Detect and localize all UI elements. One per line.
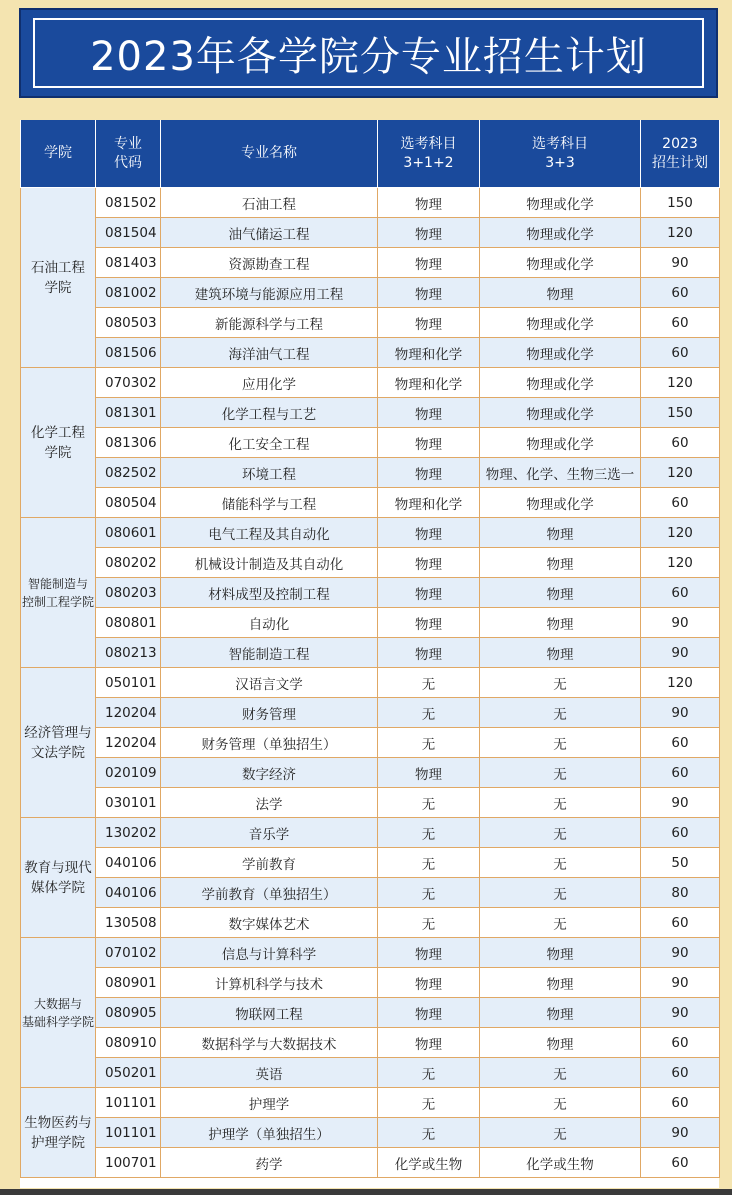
subject-312: 物理 (378, 278, 480, 308)
subject-33: 无 (480, 1088, 641, 1118)
subject-312: 物理 (378, 638, 480, 668)
major-code: 040106 (96, 878, 161, 908)
college-name (21, 518, 96, 668)
subject-33: 物理或化学 (480, 188, 641, 218)
table-row (21, 458, 720, 488)
table-row (21, 548, 720, 578)
major-code: 081301 (96, 398, 161, 428)
bottom-border (0, 1189, 732, 1195)
major-code: 050201 (96, 1058, 161, 1088)
table-row (21, 938, 720, 968)
plan-count: 150 (641, 398, 720, 428)
table-row (21, 998, 720, 1028)
plan-count: 60 (641, 578, 720, 608)
major-name: 汉语言文学 (161, 668, 378, 698)
major-name: 油气储运工程 (161, 218, 378, 248)
subject-312: 物理 (378, 578, 480, 608)
subject-312: 物理 (378, 248, 480, 278)
subject-312: 物理 (378, 398, 480, 428)
major-code: 080503 (96, 308, 161, 338)
plan-count: 90 (641, 1118, 720, 1148)
major-name: 学前教育（单独招生） (161, 878, 378, 908)
college-name-text: 文法学院 (31, 744, 85, 761)
page-title: 2023年各学院分专业招生计划 (90, 33, 647, 80)
table-row (21, 488, 720, 518)
table-row (21, 758, 720, 788)
plan-count: 60 (641, 338, 720, 368)
subject-312: 物理 (378, 608, 480, 638)
major-name: 环境工程 (161, 458, 378, 488)
table-row (21, 878, 720, 908)
plan-count: 120 (641, 368, 720, 398)
subject-312: 无 (378, 878, 480, 908)
major-name: 自动化 (161, 608, 378, 638)
header-text: 招生计划 (652, 154, 708, 171)
college-name (21, 368, 96, 518)
major-code: 081506 (96, 338, 161, 368)
major-name: 化学工程与工艺 (161, 398, 378, 428)
college-name-text: 智能制造与 (27, 576, 88, 591)
college-name (21, 938, 96, 1088)
table-row (21, 308, 720, 338)
major-name: 数字媒体艺术 (161, 908, 378, 938)
header-text: 选考科目 (400, 135, 457, 152)
major-name: 数据科学与大数据技术 (161, 1028, 378, 1058)
subject-33: 无 (480, 698, 641, 728)
major-code: 080901 (96, 968, 161, 998)
major-name: 机械设计制造及其自动化 (161, 548, 378, 578)
major-name: 护理学（单独招生） (161, 1118, 378, 1148)
plan-count: 60 (641, 818, 720, 848)
major-name: 应用化学 (161, 368, 378, 398)
title-frame (33, 18, 704, 88)
major-name: 新能源科学与工程 (161, 308, 378, 338)
plan-count: 60 (641, 758, 720, 788)
plan-count: 60 (641, 908, 720, 938)
header-text: 3+3 (545, 154, 575, 171)
table-row (21, 248, 720, 278)
table-row (21, 518, 720, 548)
plan-count: 80 (641, 878, 720, 908)
major-name: 储能科学与工程 (161, 488, 378, 518)
subject-33: 物理或化学 (480, 308, 641, 338)
subject-312: 物理 (378, 188, 480, 218)
college-name-text: 大数据与 (33, 996, 82, 1011)
subject-33: 无 (480, 788, 641, 818)
major-code: 082502 (96, 458, 161, 488)
major-code: 070302 (96, 368, 161, 398)
subject-312: 物理 (378, 998, 480, 1028)
plan-count: 60 (641, 1088, 720, 1118)
table-row (21, 1088, 720, 1118)
title-banner (19, 8, 718, 98)
college-name (21, 188, 96, 368)
major-name: 数字经济 (161, 758, 378, 788)
subject-312-header (378, 120, 480, 188)
college-name-text: 基础科学学院 (21, 1014, 94, 1029)
major-name: 音乐学 (161, 818, 378, 848)
subject-33: 无 (480, 878, 641, 908)
college-name-text: 护理学院 (31, 1134, 85, 1151)
major-code: 081403 (96, 248, 161, 278)
plan-count: 60 (641, 308, 720, 338)
major-code: 080202 (96, 548, 161, 578)
college-name (21, 668, 96, 818)
subject-312: 无 (378, 848, 480, 878)
college-name-text: 学院 (44, 279, 72, 296)
table-row (21, 278, 720, 308)
major-name: 电气工程及其自动化 (161, 518, 378, 548)
table-row (21, 338, 720, 368)
plan-count: 60 (641, 728, 720, 758)
header-text: 3+1+2 (403, 154, 454, 171)
plan-count: 60 (641, 278, 720, 308)
subject-33: 物理 (480, 968, 641, 998)
plan-count: 90 (641, 638, 720, 668)
plan-count: 90 (641, 998, 720, 1028)
subject-312: 无 (378, 818, 480, 848)
subject-33: 物理或化学 (480, 488, 641, 518)
subject-312: 无 (378, 1088, 480, 1118)
plan-count: 120 (641, 518, 720, 548)
table-row (21, 908, 720, 938)
major-name: 英语 (161, 1058, 378, 1088)
table-row (21, 788, 720, 818)
major-code: 081002 (96, 278, 161, 308)
subject-33: 物理或化学 (480, 368, 641, 398)
subject-33: 无 (480, 848, 641, 878)
college-name-text: 媒体学院 (31, 879, 85, 896)
header-text: 专业名称 (241, 145, 297, 161)
major-name: 法学 (161, 788, 378, 818)
subject-312: 物理 (378, 548, 480, 578)
major-header (161, 120, 378, 188)
major-name: 学前教育 (161, 848, 378, 878)
table-row (21, 1118, 720, 1148)
plan-count: 90 (641, 938, 720, 968)
major-name: 财务管理（单独招生） (161, 728, 378, 758)
major-code: 080905 (96, 998, 161, 1028)
major-code: 081504 (96, 218, 161, 248)
subject-33-header (480, 120, 641, 188)
major-name: 信息与计算科学 (161, 938, 378, 968)
header-text: 学院 (44, 145, 72, 161)
subject-33: 物理 (480, 998, 641, 1028)
subject-33: 物理 (480, 608, 641, 638)
plan-count: 90 (641, 608, 720, 638)
major-code: 120204 (96, 698, 161, 728)
subject-33: 物理、化学、生物三选一 (480, 458, 641, 488)
major-code: 130508 (96, 908, 161, 938)
major-code: 050101 (96, 668, 161, 698)
plan-count: 90 (641, 248, 720, 278)
header-text: 2023 (662, 135, 698, 152)
college-name-text: 化学工程 (31, 424, 85, 441)
college-name-text: 控制工程学院 (21, 594, 94, 609)
table-row (21, 848, 720, 878)
college-name (21, 818, 96, 938)
subject-33: 物理 (480, 548, 641, 578)
subject-312: 物理 (378, 758, 480, 788)
major-name: 海洋油气工程 (161, 338, 378, 368)
subject-33: 物理 (480, 638, 641, 668)
plan-count: 60 (641, 1028, 720, 1058)
plan-count: 120 (641, 548, 720, 578)
major-code: 020109 (96, 758, 161, 788)
subject-312: 物理和化学 (378, 338, 480, 368)
plan-count: 120 (641, 668, 720, 698)
table-row (21, 608, 720, 638)
subject-312: 化学或生物 (378, 1148, 480, 1178)
subject-33: 无 (480, 818, 641, 848)
table-row (21, 188, 720, 218)
plan-count: 60 (641, 428, 720, 458)
subject-312: 物理 (378, 518, 480, 548)
major-name: 财务管理 (161, 698, 378, 728)
subject-312: 物理 (378, 428, 480, 458)
subject-33: 化学或生物 (480, 1148, 641, 1178)
major-code: 080203 (96, 578, 161, 608)
subject-33: 物理 (480, 518, 641, 548)
subject-33: 物理或化学 (480, 338, 641, 368)
college-name-text: 生物医药与 (24, 1114, 92, 1131)
subject-33: 物理或化学 (480, 398, 641, 428)
college-name-text: 学院 (44, 444, 72, 461)
major-name: 化工安全工程 (161, 428, 378, 458)
enrollment-table (20, 120, 720, 1178)
subject-312: 无 (378, 908, 480, 938)
table-header-row (21, 120, 720, 188)
subject-33: 物理或化学 (480, 218, 641, 248)
major-code: 070102 (96, 938, 161, 968)
table-row (21, 398, 720, 428)
table-row (21, 428, 720, 458)
college-name-text: 教育与现代 (24, 859, 92, 876)
subject-312: 物理 (378, 218, 480, 248)
subject-312: 物理 (378, 968, 480, 998)
subject-312: 无 (378, 788, 480, 818)
subject-33: 物理或化学 (480, 428, 641, 458)
table-row (21, 698, 720, 728)
plan-count: 90 (641, 968, 720, 998)
subject-312: 物理 (378, 938, 480, 968)
subject-312: 无 (378, 668, 480, 698)
subject-33: 无 (480, 1058, 641, 1088)
table-row (21, 818, 720, 848)
subject-312: 无 (378, 728, 480, 758)
major-code: 080504 (96, 488, 161, 518)
subject-33: 无 (480, 1118, 641, 1148)
table-row (21, 1028, 720, 1058)
plan-header (641, 120, 720, 188)
major-name: 计算机科学与技术 (161, 968, 378, 998)
header-text: 代码 (114, 154, 142, 171)
major-code: 080910 (96, 1028, 161, 1058)
major-code: 101101 (96, 1118, 161, 1148)
plan-count: 50 (641, 848, 720, 878)
subject-33: 物理或化学 (480, 248, 641, 278)
subject-312: 无 (378, 1118, 480, 1148)
plan-count: 90 (641, 788, 720, 818)
major-code: 080213 (96, 638, 161, 668)
college-header (21, 120, 96, 188)
plan-count: 60 (641, 1148, 720, 1178)
subject-312: 无 (378, 1058, 480, 1088)
subject-33: 物理 (480, 278, 641, 308)
major-code: 081306 (96, 428, 161, 458)
major-code: 130202 (96, 818, 161, 848)
subject-33: 无 (480, 668, 641, 698)
table-row (21, 968, 720, 998)
subject-33: 物理 (480, 938, 641, 968)
table-row (21, 638, 720, 668)
header-text: 专业 (114, 135, 142, 152)
major-name: 药学 (161, 1148, 378, 1178)
major-name: 物联网工程 (161, 998, 378, 1028)
header-text: 选考科目 (532, 135, 588, 152)
major-name: 资源勘查工程 (161, 248, 378, 278)
major-code: 040106 (96, 848, 161, 878)
table-row (21, 1148, 720, 1178)
plan-count: 120 (641, 458, 720, 488)
plan-count: 60 (641, 1058, 720, 1088)
major-code: 080801 (96, 608, 161, 638)
subject-312: 无 (378, 698, 480, 728)
plan-count: 120 (641, 218, 720, 248)
subject-33: 无 (480, 758, 641, 788)
major-name: 材料成型及控制工程 (161, 578, 378, 608)
major-code: 100701 (96, 1148, 161, 1178)
enrollment-table-container (20, 120, 719, 1188)
plan-count: 60 (641, 488, 720, 518)
subject-312: 物理 (378, 308, 480, 338)
table-row (21, 368, 720, 398)
subject-33: 无 (480, 908, 641, 938)
subject-312: 物理 (378, 458, 480, 488)
subject-312: 物理 (378, 1028, 480, 1058)
college-name-text: 石油工程 (31, 259, 85, 276)
major-code: 101101 (96, 1088, 161, 1118)
code-header (96, 120, 161, 188)
major-name: 智能制造工程 (161, 638, 378, 668)
table-row (21, 578, 720, 608)
major-name: 护理学 (161, 1088, 378, 1118)
major-code: 030101 (96, 788, 161, 818)
table-row (21, 1058, 720, 1088)
subject-33: 物理 (480, 1028, 641, 1058)
college-name-text: 经济管理与 (24, 724, 92, 741)
table-row (21, 728, 720, 758)
major-code: 120204 (96, 728, 161, 758)
major-name: 石油工程 (161, 188, 378, 218)
table-row (21, 668, 720, 698)
plan-count: 90 (641, 698, 720, 728)
table-row (21, 218, 720, 248)
plan-count: 150 (641, 188, 720, 218)
major-code: 080601 (96, 518, 161, 548)
major-name: 建筑环境与能源应用工程 (161, 278, 378, 308)
subject-312: 物理和化学 (378, 488, 480, 518)
subject-33: 无 (480, 728, 641, 758)
subject-33: 物理 (480, 578, 641, 608)
table-body (21, 188, 720, 1178)
subject-312: 物理和化学 (378, 368, 480, 398)
major-code: 081502 (96, 188, 161, 218)
college-name (21, 1088, 96, 1178)
